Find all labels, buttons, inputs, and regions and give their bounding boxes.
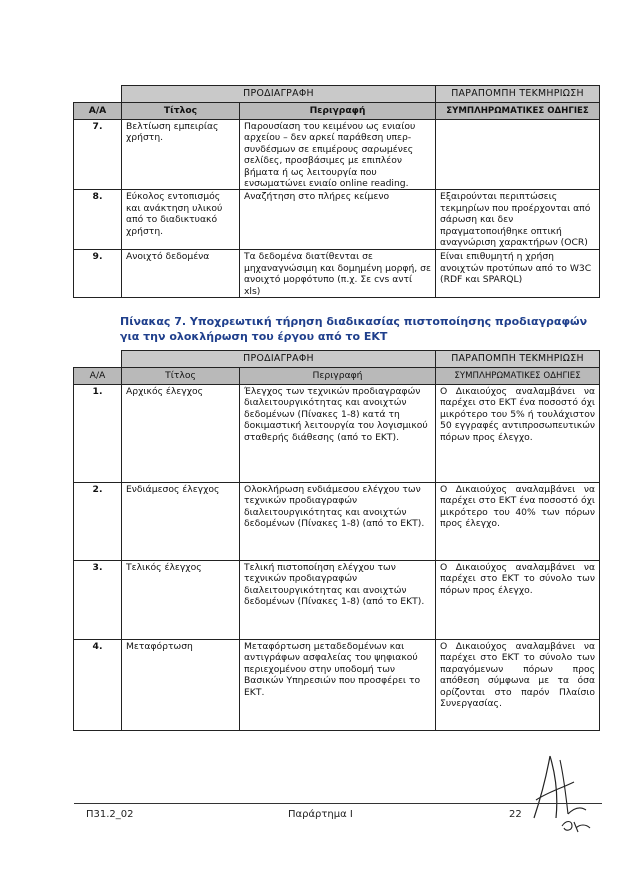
row-number: 1. [74,385,122,483]
row-number: 4. [74,640,122,731]
row-description: Ολοκλήρωση ενδιάμεσου ελέγχου των τεχνικών προδιαγραφών διαλειτουργικότητας και ανοιχτών δεδομένων (Πίνακες 1-8) (από το ΕΚΤ). [240,483,436,561]
table-row [74,640,600,731]
row-title: Αρχικός έλεγχος [122,385,240,483]
footer-divider [74,803,602,804]
blank-corner [74,351,122,368]
blank-corner [74,86,122,103]
table-row [74,385,600,483]
certification-table [73,350,600,731]
band-specification: ΠΡΟΔΙΑΓΡΑΦΗ [122,86,436,103]
row-description: Τελική πιστοποίηση ελέγχου των τεχνικών προδιαγραφών διαλειτουργικότητας και ανοιχτών δεδομένων (Πίνακες 1-8) (από το ΕΚΤ). [240,561,436,640]
column-header-title: Τίτλος [122,368,240,385]
row-number: 3. [74,561,122,640]
row-description: Μεταφόρτωση μεταδεδομένων και αντιγράφων ασφαλείας του ψηφιακού περιεχομένου στην υποδομή των Βασικών Υπηρεσιών που προσφέρει το ΕΚΤ. [240,640,436,731]
row-number: 8. [74,190,122,250]
column-header-description: Περιγραφή [240,368,436,385]
column-header-notes: ΣΥΜΠΛΗΡΩΜΑΤΙΚΕΣ ΟΔΗΓΙΕΣ [436,103,600,120]
row-notes [436,120,600,190]
column-header-notes: ΣΥΜΠΛΗΡΩΜΑΤΙΚΕΣ ΟΔΗΓΙΕΣ [436,368,600,385]
band-documentation-reference: ΠΑΡΑΠΟΜΠΗ ΤΕΚΜΗΡΙΩΣΗ [436,351,600,368]
row-number: 7. [74,120,122,190]
row-number: 2. [74,483,122,561]
row-title: Εύκολος εντοπισμός και ανάκτηση υλικού από το διαδικτυακό χρήστη. [122,190,240,250]
row-title: Βελτίωση εμπειρίας χρήστη. [122,120,240,190]
row-description: Αναζήτηση στο πλήρες κείμενο [240,190,436,250]
spec-table-continued [73,85,600,298]
row-title: Μεταφόρτωση [122,640,240,731]
row-title: Ενδιάμεσος έλεγχος [122,483,240,561]
table-row [74,250,600,298]
handwritten-signature [516,748,596,834]
column-header-title: Τίτλος [122,103,240,120]
table-row [74,190,600,250]
row-title: Ανοιχτό δεδομένα [122,250,240,298]
table-row [74,483,600,561]
column-header-aa: Α/Α [74,368,122,385]
row-description: Έλεγχος των τεχνικών προδιαγραφών διαλειτουργικότητας και ανοιχτών δεδομένων (Πίνακες 1-8) κατά τη δοκιμαστική λειτουργία του λογισμικού σταθερής διάθεσης (από το ΕΚΤ). [240,385,436,483]
footer-page-number: 22 [509,809,522,820]
row-notes: Εξαιρούνται περιπτώσεις τεκμηρίων που προέρχονται από σάρωση και δεν πραγματοποιήθηκε οπτική αναγνώριση χαρακτήρων (OCR) [436,190,600,250]
row-number: 9. [74,250,122,298]
row-notes: Ο Δικαιούχος αναλαμβάνει να παρέχει στο ΕΚΤ το σύνολο των πόρων προς έλεγχο. [436,561,600,640]
row-description: Παρουσίαση του κειμένου ως ενιαίου αρχείου – δεν αρκεί παράθεση υπερ-συνδέσμων σε επιμέρους σαρωμένες σελίδες, προσβάσιμες με επιπλέον βήματα ή ως λειτουργία που ενσωματώνει ενιαίο online reading. [240,120,436,190]
footer-section-label: Παράρτημα Ι [288,809,353,820]
footer-document-code: Π31.2_02 [86,809,134,820]
band-specification: ΠΡΟΔΙΑΓΡΑΦΗ [122,351,436,368]
row-title: Τελικός έλεγχος [122,561,240,640]
row-notes: Είναι επιθυμητή η χρήση ανοιχτών προτύπων από το W3C (RDF και SPARQL) [436,250,600,298]
band-documentation-reference: ΠΑΡΑΠΟΜΠΗ ΤΕΚΜΗΡΙΩΣΗ [436,86,600,103]
column-header-aa: Α/Α [74,103,122,120]
table-row [74,561,600,640]
row-notes: Ο Δικαιούχος αναλαμβάνει να παρέχει στο ΕΚΤ ένα ποσοστό όχι μικρότερο του 5% ή τουλάχιστον 50 εγγραφές αντιπροσωπευτικών πόρων προς έλεγχο. [436,385,600,483]
row-notes: Ο Δικαιούχος αναλαμβάνει να παρέχει στο ΕΚΤ το σύνολο των παραγόμενων πόρων προς απόθεση σύμφωνα με τα όσα ορίζονται στο παρόν Πλαίσιο Συνεργασίας. [436,640,600,731]
row-description: Τα δεδομένα διατίθενται σε μηχαναγνώσιμη και δομημένη μορφή, σε ανοιχτό μορφότυπο (π.χ. Σε cvs αντί xls) [240,250,436,298]
row-notes: Ο Δικαιούχος αναλαμβάνει να παρέχει στο ΕΚΤ ένα ποσοστό όχι μικρότερο του 40% των πόρων προς έλεγχο. [436,483,600,561]
column-header-description: Περιγραφή [240,103,436,120]
table-caption: Πίνακας 7. Υποχρεωτική τήρηση διαδικασίας πιστοποίησης προδιαγραφών για την ολοκλήρωση του έργου από το ΕΚΤ [120,315,588,343]
table-row [74,120,600,190]
